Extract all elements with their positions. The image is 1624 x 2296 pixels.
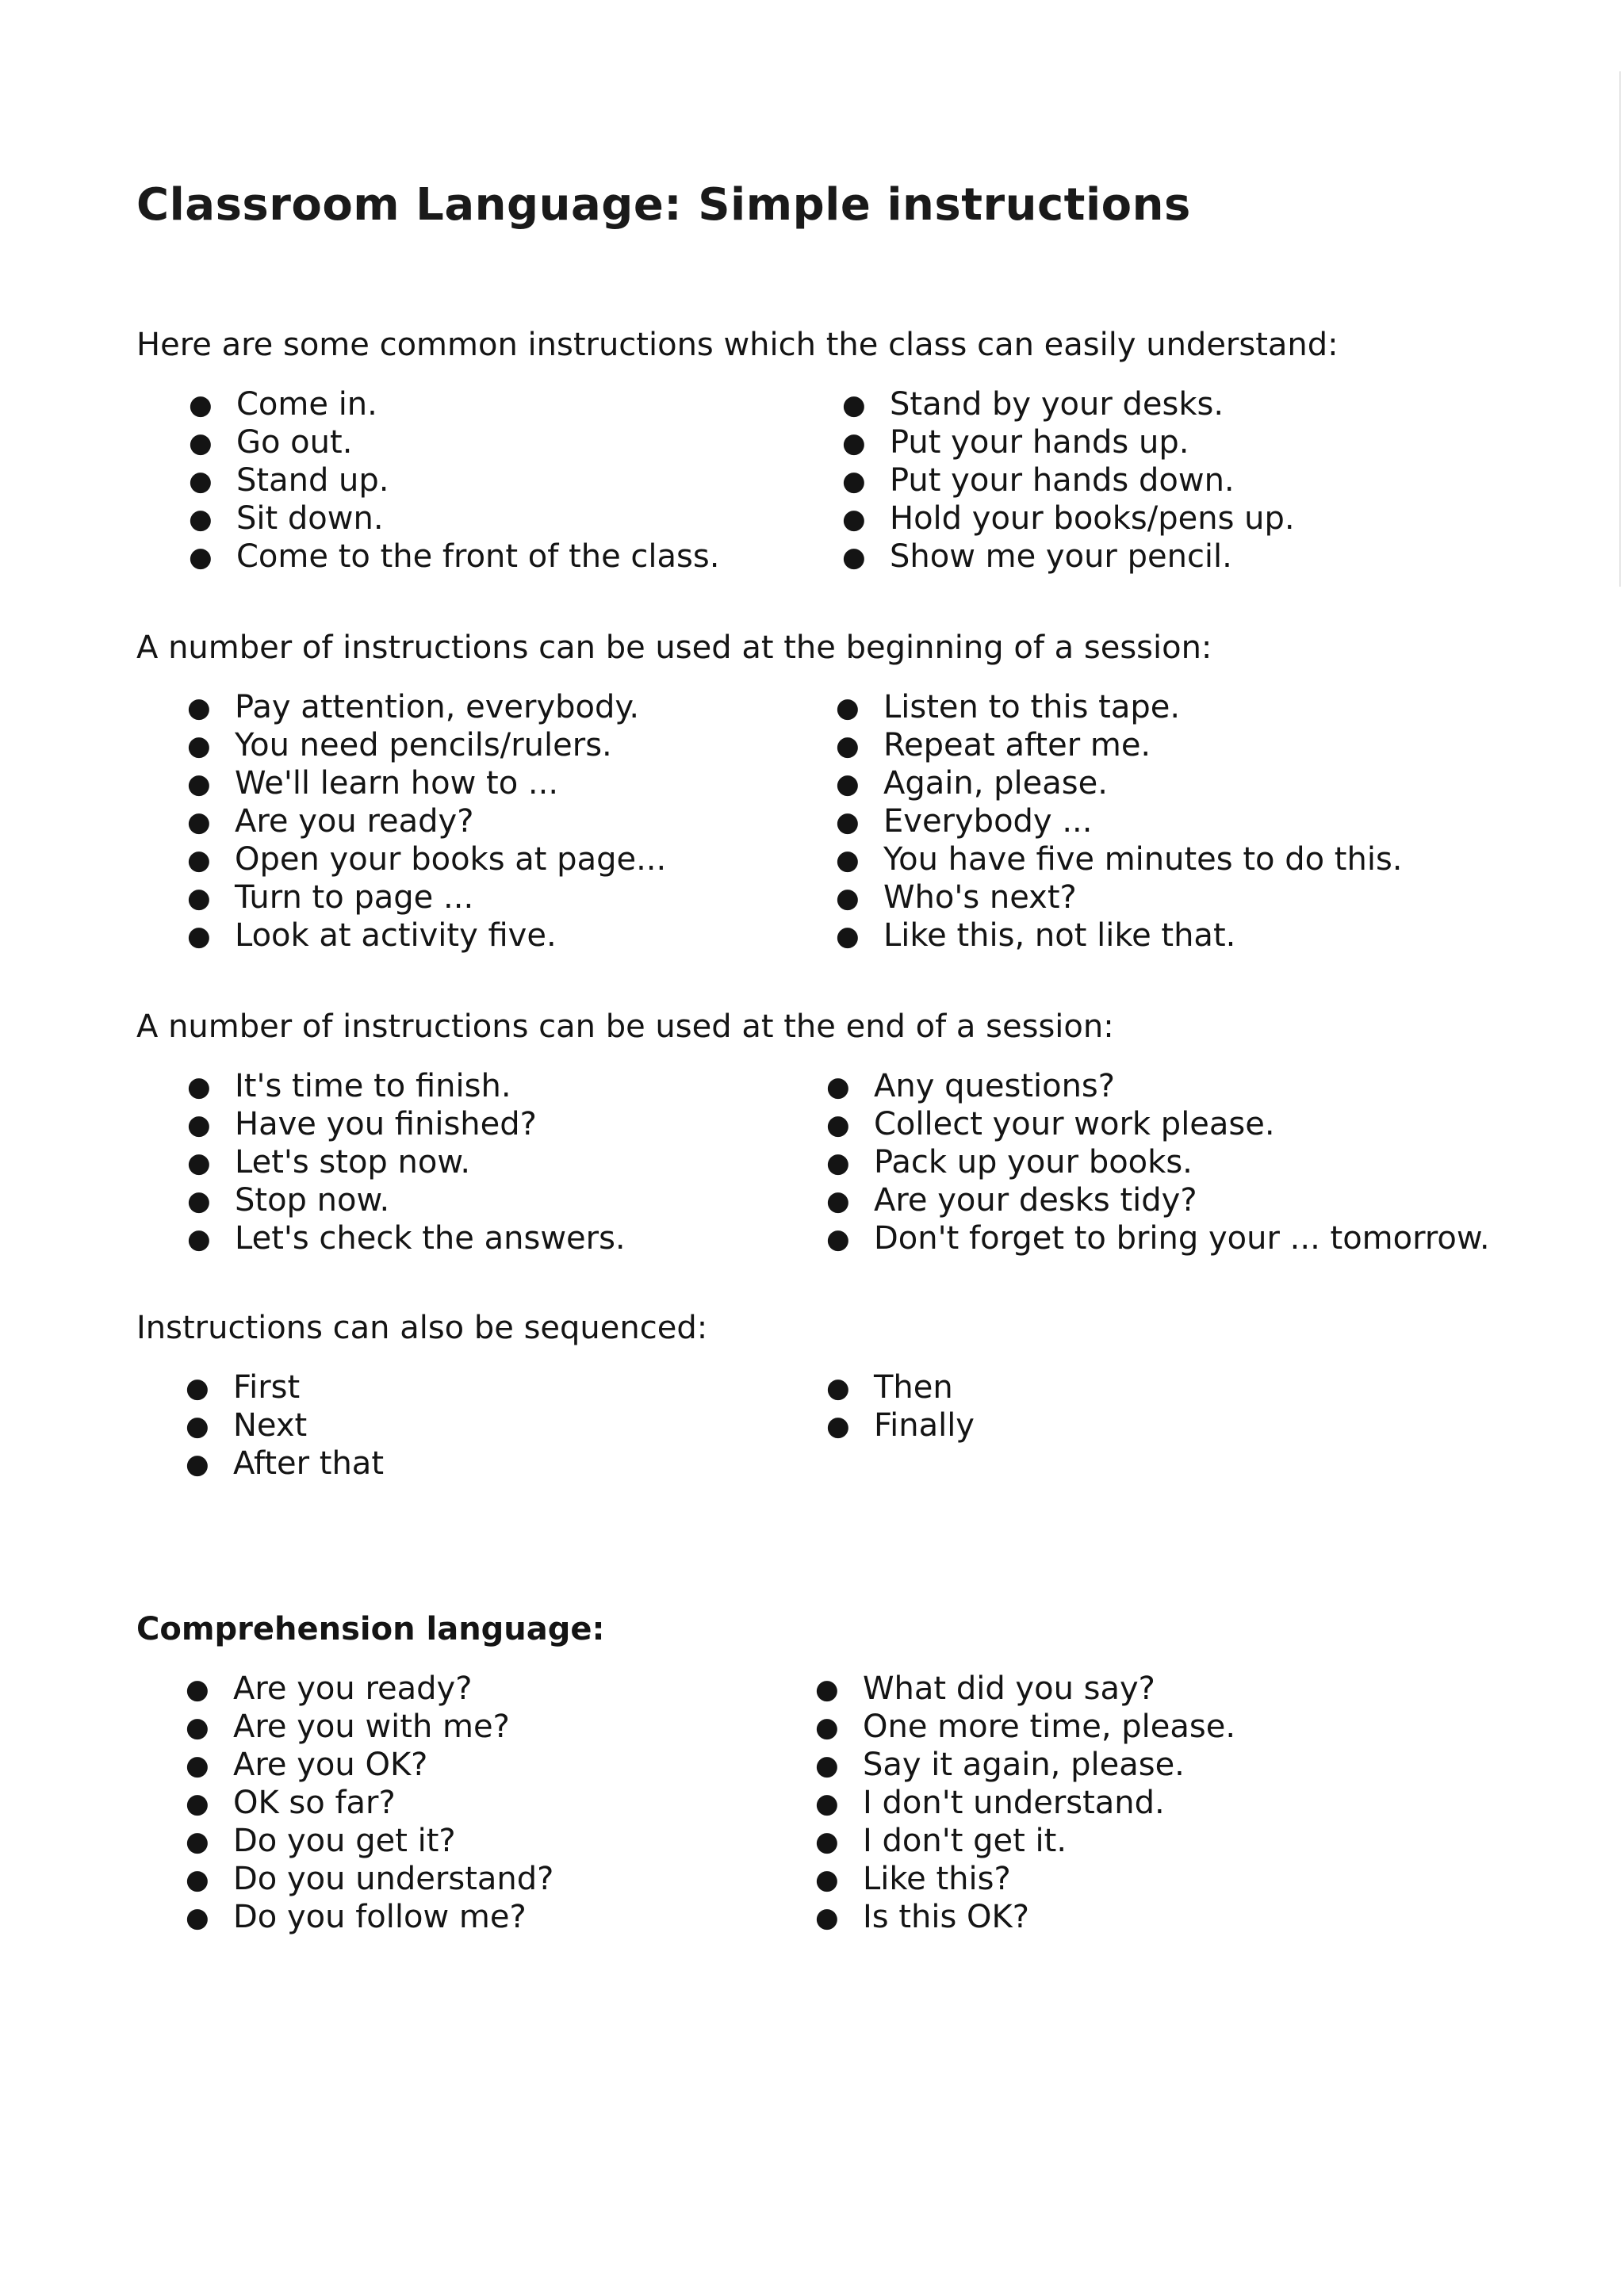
bullet-icon: ● bbox=[836, 692, 860, 724]
list-common-left bbox=[189, 385, 720, 576]
bullet-icon: ● bbox=[187, 692, 211, 724]
list-item: ● Open your books at page... bbox=[235, 840, 666, 878]
list-item: ● We'll learn how to ... bbox=[235, 764, 666, 802]
bullet-icon: ● bbox=[826, 1109, 850, 1141]
section-intro-end: A number of instructions can be used at the end of a session: bbox=[136, 1008, 1114, 1045]
list-item: ● Then bbox=[874, 1368, 975, 1406]
bullet-icon: ● bbox=[189, 427, 213, 459]
bullet-icon: ● bbox=[815, 1788, 839, 1820]
list-beginning-right bbox=[836, 688, 1403, 955]
bullet-icon: ● bbox=[826, 1071, 850, 1103]
list-item: ● Put your hands down. bbox=[890, 461, 1295, 499]
bullet-icon: ● bbox=[186, 1410, 209, 1442]
bullet-icon: ● bbox=[815, 1750, 839, 1781]
section-intro-common: Here are some common instructions which the class can easily understand: bbox=[136, 327, 1339, 363]
list-item: ● Sit down. bbox=[236, 499, 719, 538]
list-item: ● Let's check the answers. bbox=[235, 1219, 626, 1257]
bullet-icon: ● bbox=[189, 465, 213, 497]
list-item: ● Do you follow me? bbox=[233, 1898, 553, 1936]
page-title: Classroom Language: Simple instructions bbox=[136, 179, 1191, 231]
bullet-icon: ● bbox=[826, 1410, 850, 1442]
bullet-icon: ● bbox=[815, 1902, 839, 1934]
list-item: ● Pack up your books. bbox=[874, 1143, 1490, 1181]
bullet-icon: ● bbox=[842, 389, 866, 421]
bullet-icon: ● bbox=[186, 1448, 209, 1480]
list-item: ● Let's stop now. bbox=[235, 1143, 626, 1181]
list-item: ● Finally bbox=[874, 1406, 975, 1445]
bullet-icon: ● bbox=[187, 768, 211, 800]
bullet-icon: ● bbox=[186, 1864, 209, 1896]
bullet-icon: ● bbox=[189, 389, 213, 421]
bullet-icon: ● bbox=[187, 882, 211, 914]
list-item: ● You need pencils/rulers. bbox=[235, 726, 666, 764]
section-heading-comprehension: Comprehension language: bbox=[136, 1611, 605, 1647]
bullet-icon: ● bbox=[815, 1712, 839, 1743]
list-item: ● Show me your pencil. bbox=[890, 538, 1295, 576]
list-item: ● Hold your books/pens up. bbox=[890, 499, 1295, 538]
list-item: ● Stand by your desks. bbox=[890, 385, 1295, 423]
list-item: ● Repeat after me. bbox=[883, 726, 1403, 764]
list-end-right bbox=[826, 1067, 1490, 1257]
bullet-icon: ● bbox=[186, 1902, 209, 1934]
list-item: ● Are you OK? bbox=[233, 1746, 553, 1784]
list-item: ● Like this? bbox=[863, 1860, 1235, 1898]
list-item: ● Stop now. bbox=[235, 1181, 626, 1219]
list-item: ● Next bbox=[233, 1406, 384, 1445]
list-item: ● Come in. bbox=[236, 385, 719, 423]
bullet-icon: ● bbox=[815, 1864, 839, 1896]
section-intro-beginning: A number of instructions can be used at the beginning of a session: bbox=[136, 629, 1212, 666]
bullet-icon: ● bbox=[187, 806, 211, 838]
list-item: ● Pay attention, everybody. bbox=[235, 688, 666, 726]
list-end-left bbox=[187, 1067, 626, 1257]
bullet-icon: ● bbox=[186, 1750, 209, 1781]
list-comprehension-left bbox=[186, 1670, 554, 1936]
list-item: ● Are your desks tidy? bbox=[874, 1181, 1490, 1219]
bullet-icon: ● bbox=[815, 1826, 839, 1858]
list-item: ● OK so far? bbox=[233, 1784, 553, 1822]
list-item: ● First bbox=[233, 1368, 384, 1406]
list-item: ● Put your hands up. bbox=[890, 423, 1295, 461]
list-item: ● Go out. bbox=[236, 423, 719, 461]
list-item: ● Are you ready? bbox=[233, 1670, 553, 1708]
list-item: ● Look at activity five. bbox=[235, 916, 666, 955]
bullet-icon: ● bbox=[836, 806, 860, 838]
list-item: ● Are you with me? bbox=[233, 1708, 553, 1746]
bullet-icon: ● bbox=[826, 1185, 850, 1217]
bullet-icon: ● bbox=[187, 844, 211, 876]
bullet-icon: ● bbox=[186, 1372, 209, 1404]
list-beginning-left bbox=[187, 688, 667, 955]
list-item: ● Is this OK? bbox=[863, 1898, 1235, 1936]
bullet-icon: ● bbox=[187, 1223, 211, 1255]
list-item: ● Come to the front of the class. bbox=[236, 538, 719, 576]
list-sequenced-left bbox=[186, 1368, 384, 1483]
list-sequenced-right bbox=[826, 1368, 975, 1445]
bullet-icon: ● bbox=[187, 1071, 211, 1103]
list-item: ● I don't get it. bbox=[863, 1822, 1235, 1860]
bullet-icon: ● bbox=[186, 1674, 209, 1705]
list-item: ● Turn to page ... bbox=[235, 878, 666, 916]
bullet-icon: ● bbox=[189, 503, 213, 535]
list-item: ● After that bbox=[233, 1445, 384, 1483]
bullet-icon: ● bbox=[187, 1147, 211, 1179]
list-item: ● Have you finished? bbox=[235, 1105, 626, 1143]
bullet-icon: ● bbox=[836, 768, 860, 800]
list-item: ● I don't understand. bbox=[863, 1784, 1235, 1822]
bullet-icon: ● bbox=[826, 1223, 850, 1255]
bullet-icon: ● bbox=[189, 541, 213, 573]
bullet-icon: ● bbox=[842, 465, 866, 497]
bullet-icon: ● bbox=[187, 1185, 211, 1217]
bullet-icon: ● bbox=[836, 882, 860, 914]
list-item: ● Do you get it? bbox=[233, 1822, 553, 1860]
list-common-right bbox=[842, 385, 1295, 576]
list-item: ● Say it again, please. bbox=[863, 1746, 1235, 1784]
list-item: ● Are you ready? bbox=[235, 802, 666, 840]
list-item: ● You have five minutes to do this. bbox=[883, 840, 1403, 878]
list-comprehension-right bbox=[815, 1670, 1236, 1936]
bullet-icon: ● bbox=[842, 541, 866, 573]
bullet-icon: ● bbox=[186, 1712, 209, 1743]
list-item: ● Do you understand? bbox=[233, 1860, 553, 1898]
bullet-icon: ● bbox=[186, 1788, 209, 1820]
list-item: ● Again, please. bbox=[883, 764, 1403, 802]
bullet-icon: ● bbox=[186, 1826, 209, 1858]
bullet-icon: ● bbox=[836, 920, 860, 952]
bullet-icon: ● bbox=[815, 1674, 839, 1705]
list-item: ● One more time, please. bbox=[863, 1708, 1235, 1746]
bullet-icon: ● bbox=[187, 1109, 211, 1141]
bullet-icon: ● bbox=[826, 1372, 850, 1404]
list-item: ● What did you say? bbox=[863, 1670, 1235, 1708]
bullet-icon: ● bbox=[836, 844, 860, 876]
bullet-icon: ● bbox=[836, 730, 860, 762]
bullet-icon: ● bbox=[187, 920, 211, 952]
bullet-icon: ● bbox=[826, 1147, 850, 1179]
list-item: ● It's time to finish. bbox=[235, 1067, 626, 1105]
list-item: ● Collect your work please. bbox=[874, 1105, 1490, 1143]
section-intro-sequenced: Instructions can also be sequenced: bbox=[136, 1310, 708, 1346]
bullet-icon: ● bbox=[842, 427, 866, 459]
list-item: ● Listen to this tape. bbox=[883, 688, 1403, 726]
bullet-icon: ● bbox=[842, 503, 866, 535]
list-item: ● Stand up. bbox=[236, 461, 719, 499]
list-item: ● Everybody ... bbox=[883, 802, 1403, 840]
list-item: ● Don't forget to bring your ... tomorrow. bbox=[874, 1219, 1490, 1257]
bullet-icon: ● bbox=[187, 730, 211, 762]
list-item: ● Like this, not like that. bbox=[883, 916, 1403, 955]
list-item: ● Any questions? bbox=[874, 1067, 1490, 1105]
list-item: ● Who's next? bbox=[883, 878, 1403, 916]
scan-edge-line bbox=[1619, 71, 1621, 587]
